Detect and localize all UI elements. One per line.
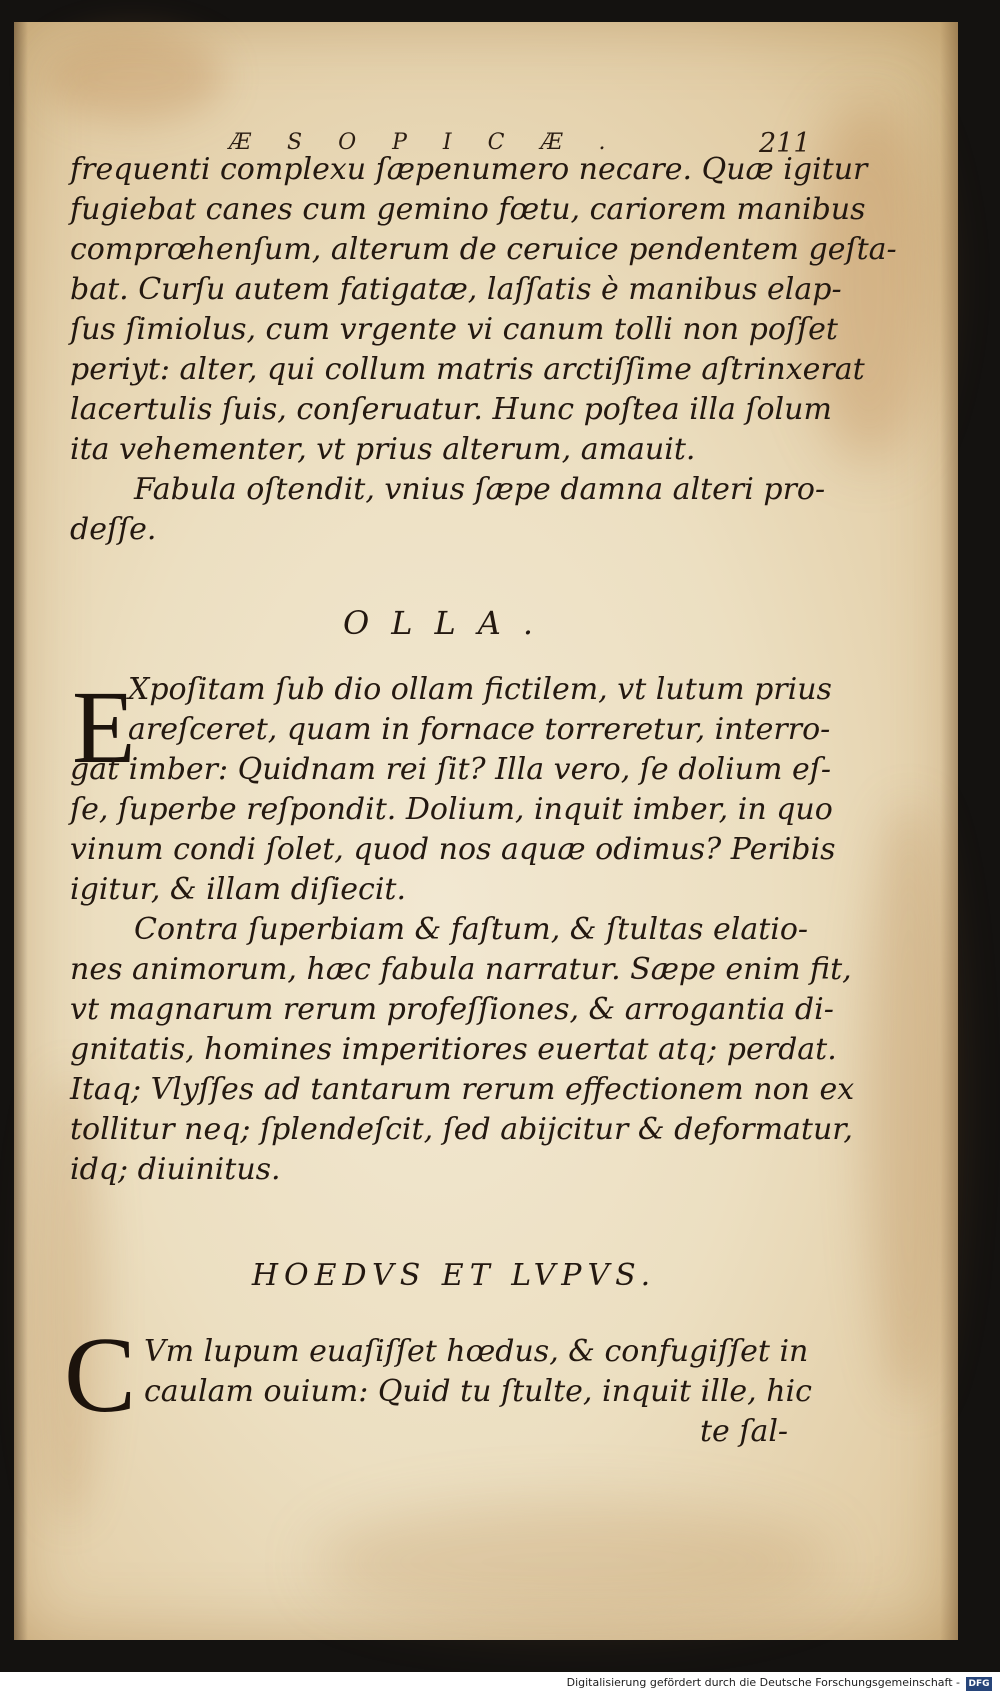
moral-line: Itaq; Vlyſſes ad tantarum rerum effectionem non ex xyxy=(70,1072,855,1107)
text-line: ſe, ſuperbe reſpondit. Dolium, inquit imber, in quo xyxy=(70,792,833,827)
moral-line: idq; diuinitus. xyxy=(70,1152,281,1187)
running-head: ÆSOPICÆ. xyxy=(229,130,642,155)
text-line: ſus ſimiolus, cum vrgente vi canum tolli non poſſet xyxy=(70,312,838,347)
text-line: gat imber: Quidnam rei ſit? Illa vero, ſe dolium eſ- xyxy=(70,752,831,787)
moral-line: nes animorum, hæc fabula narratur. Sæpe enim fit, xyxy=(70,952,852,987)
text-line: Xpoſitam ſub dio ollam fictilem, vt lutum prius xyxy=(128,672,832,707)
drop-cap-initial: E xyxy=(72,670,136,785)
paper-stain xyxy=(44,32,224,122)
text-line: bat. Curſu autem fatigatæ, laſſatis è manibus elap- xyxy=(70,272,842,307)
moral-line: tollitur neq; ſplendeſcit, ſed abijcitur & deformatur, xyxy=(70,1112,853,1147)
text-line: igitur, & illam diſiecit. xyxy=(70,872,407,907)
moral-line: vt magnarum rerum profeſſiones, & arrogantia di- xyxy=(70,992,834,1027)
page-number: 211 xyxy=(759,128,811,159)
catchword: te ſal- xyxy=(700,1414,789,1449)
moral-line: Fabula oſtendit, vnius ſæpe damna alteri pro- xyxy=(134,472,826,507)
text-line: lacertulis ſuis, conſeruatur. Hunc poſtea illa ſolum xyxy=(70,392,832,427)
dfg-logo[interactable]: DFG xyxy=(966,1677,992,1691)
moral-line: deſſe. xyxy=(70,512,157,547)
moral-line: gnitatis, homines imperitiores euertat atq; perdat. xyxy=(70,1032,837,1067)
fable-title-olla: OLLA. xyxy=(342,604,555,642)
paper-stain xyxy=(314,1502,834,1622)
book-page xyxy=(14,22,958,1640)
text-line: vinum condi ſolet, quod nos aquæ odimus? Peribis xyxy=(70,832,836,867)
fable-continuation xyxy=(70,150,897,550)
moral-line: Contra ſuperbiam & faſtum, & ſtultas elatio- xyxy=(134,912,809,947)
fable-title-hoedus: HOEDVS ET LVPVS. xyxy=(251,1258,657,1293)
text-line: caulam ouium: Quid tu ſtulte, inquit ille, hic xyxy=(144,1374,812,1409)
page-edge-shadow xyxy=(940,22,958,1640)
fable-hoedus-body xyxy=(70,1332,812,1452)
page-spine-shadow xyxy=(14,22,28,1640)
text-line: Vm lupum euaſiſſet hœdus, & confugiſſet in xyxy=(144,1334,809,1369)
text-line: areſceret, quam in fornace torreretur, interro- xyxy=(128,712,831,747)
text-line: comprœhenſum, alterum de ceruice pendentem geſta- xyxy=(70,232,897,267)
drop-cap-initial: C xyxy=(64,1316,137,1435)
text-line: fugiebat canes cum gemino fœtu, cariorem manibus xyxy=(70,192,866,227)
fable-olla-body xyxy=(70,670,855,1190)
text-line: periyt: alter, qui collum matris arctiſſime aſtrinxerat xyxy=(70,352,865,387)
text-line: ita vehementer, vt prius alterum, amauit. xyxy=(70,432,696,467)
text-line: frequenti complexu ſæpenumero necare. Quæ igitur xyxy=(70,152,868,187)
footer-credit: Digitalisierung gefördert durch die Deutsche Forschungsgemeinschaft - xyxy=(566,1676,960,1689)
digitization-footer xyxy=(0,1672,1000,1697)
